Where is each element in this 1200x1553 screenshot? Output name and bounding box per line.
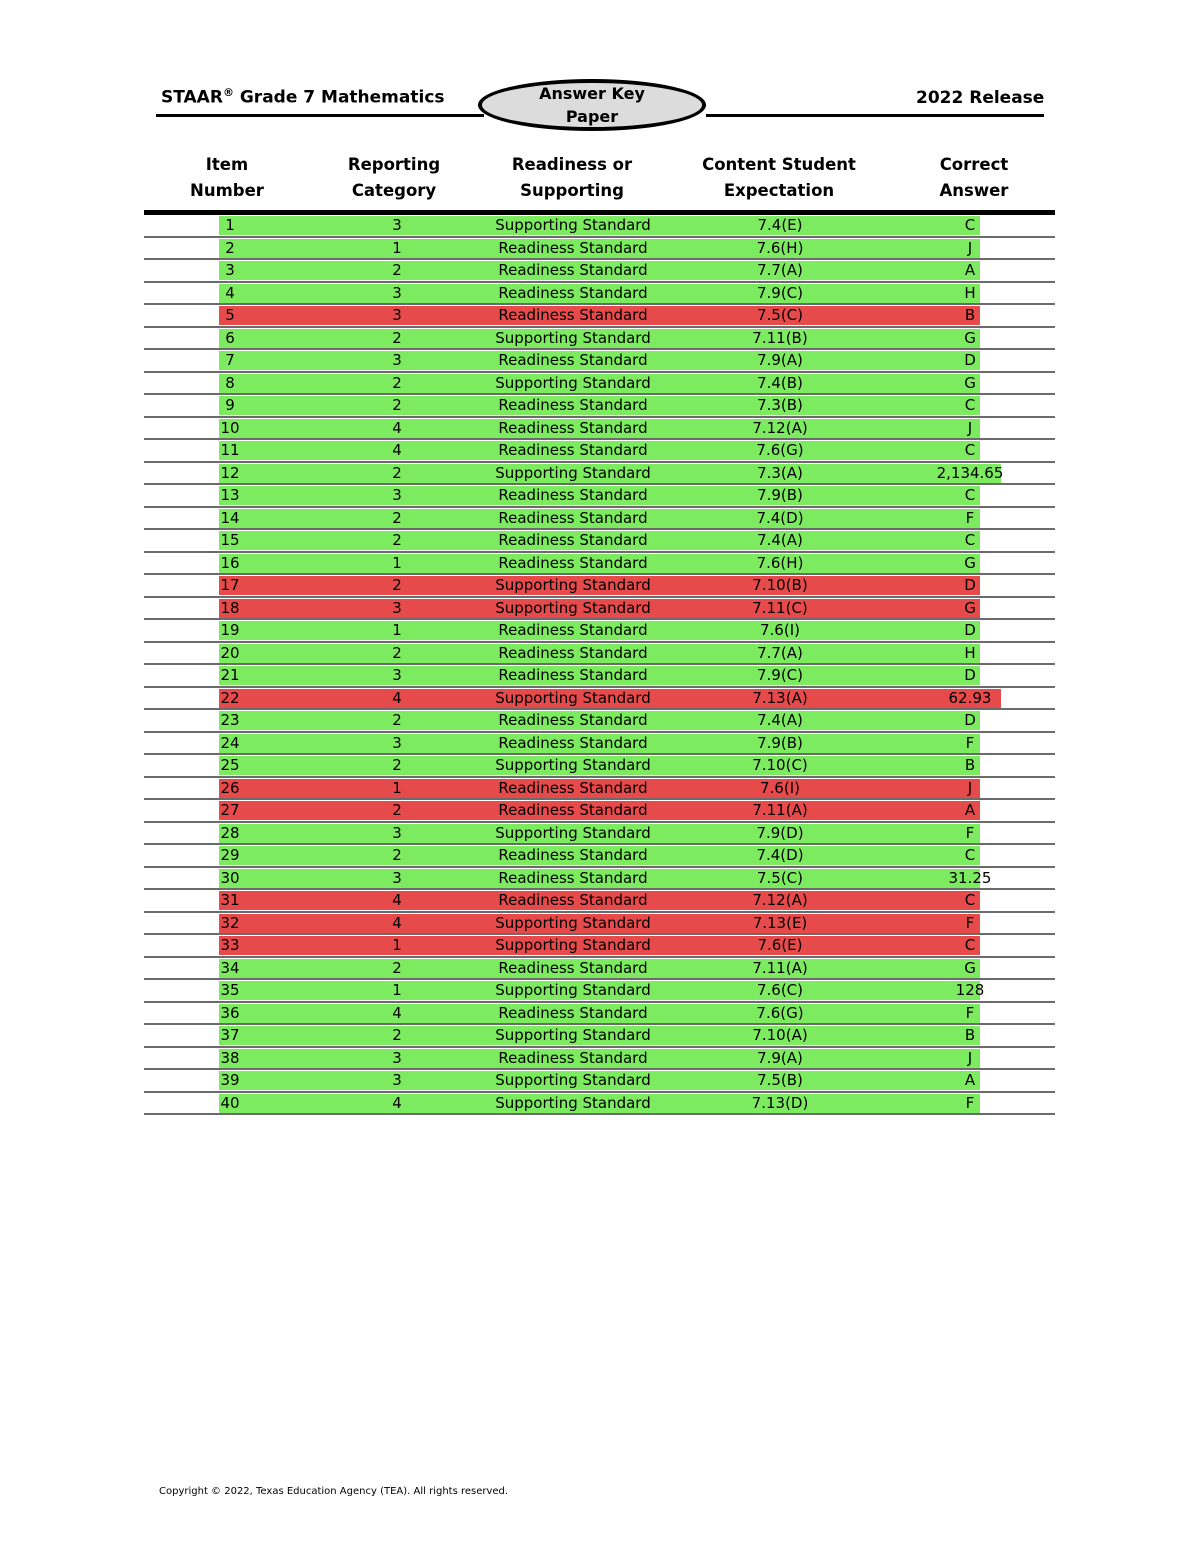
item-number-cell: 39: [220, 1071, 240, 1089]
expectation-cell: 7.6(G): [756, 1003, 804, 1022]
item-number-cell: 9: [225, 396, 235, 414]
correct-answer-cell: D: [964, 576, 976, 594]
item-number-cell: 11: [220, 441, 240, 459]
table-row: [0, 800, 1200, 823]
table-row: [0, 688, 1200, 711]
standard-type-cell: Readiness Standard: [498, 261, 648, 279]
table-row: [0, 868, 1200, 891]
reporting-category-cell: 4: [392, 1003, 402, 1022]
standard-type-cell: Supporting Standard: [495, 598, 651, 617]
standard-type-cell: Readiness Standard: [498, 508, 648, 527]
standard-type-cell: Supporting Standard: [495, 756, 651, 774]
expectation-cell: 7.10(C): [752, 756, 808, 774]
expectation-cell: 7.5(C): [756, 868, 804, 887]
correct-answer-cell: C: [964, 531, 976, 549]
standard-type-cell: Readiness Standard: [498, 306, 648, 324]
item-number-cell: 6: [225, 328, 235, 347]
oval-line-1: Answer Key: [539, 84, 645, 103]
correct-answer-cell: H: [964, 643, 976, 662]
reporting-category-cell: 2: [392, 396, 402, 414]
expectation-cell: 7.12(A): [752, 418, 808, 437]
correct-answer-cell: F: [965, 1003, 975, 1022]
reporting-category-cell: 3: [392, 598, 402, 617]
table-row: [0, 710, 1200, 733]
header-item-line-2: Number: [190, 181, 264, 200]
standard-type-cell: Readiness Standard: [498, 711, 648, 729]
table-row: [0, 328, 1200, 351]
reporting-category-cell: 1: [392, 553, 402, 572]
item-number-cell: 38: [220, 1048, 240, 1067]
item-number-cell: 14: [220, 508, 240, 527]
page-header: [0, 0, 1200, 140]
table-row: [0, 958, 1200, 981]
reporting-category-cell: 3: [392, 1048, 402, 1067]
item-number-cell: 19: [220, 621, 240, 639]
row-divider: [144, 1113, 1055, 1115]
table-row: [0, 283, 1200, 306]
table-row: [0, 373, 1200, 396]
expectation-cell: 7.6(I): [760, 778, 800, 797]
expectation-cell: 7.12(A): [752, 891, 808, 909]
standard-type-cell: Supporting Standard: [495, 576, 651, 594]
correct-answer-cell: F: [965, 913, 975, 932]
table-row: [0, 778, 1200, 801]
correct-answer-cell: 62.93: [948, 688, 992, 707]
item-number-cell: 21: [220, 666, 240, 684]
standard-type-cell: Supporting Standard: [495, 688, 651, 707]
table-row: [0, 620, 1200, 643]
standard-type-cell: Supporting Standard: [495, 216, 651, 234]
reporting-category-cell: 4: [392, 1093, 402, 1112]
item-number-cell: 18: [220, 598, 240, 617]
reporting-category-cell: 2: [392, 958, 402, 977]
expectation-cell: 7.9(C): [756, 283, 804, 302]
reporting-category-cell: 3: [392, 486, 402, 504]
correct-answer-cell: C: [964, 891, 976, 909]
correct-answer-cell: D: [964, 666, 976, 684]
table-row: [0, 418, 1200, 441]
reporting-category-cell: 4: [392, 688, 402, 707]
table-row: [0, 823, 1200, 846]
reporting-category-cell: 1: [392, 238, 402, 257]
expectation-cell: 7.11(C): [752, 598, 808, 617]
correct-answer-cell: A: [964, 801, 976, 819]
standard-type-cell: Readiness Standard: [498, 396, 648, 414]
expectation-cell: 7.4(A): [757, 711, 803, 729]
table-row: [0, 463, 1200, 486]
standard-type-cell: Supporting Standard: [495, 1093, 651, 1112]
header-expectation-line-1: Content Student: [702, 155, 856, 174]
table-row: [0, 1025, 1200, 1048]
correct-answer-cell: A: [964, 261, 976, 279]
expectation-cell: 7.10(A): [752, 1026, 808, 1044]
correct-answer-cell: 128: [955, 981, 985, 999]
header-rule-left: [156, 114, 484, 117]
table-row: [0, 260, 1200, 283]
title-prefix: STAAR: [161, 87, 223, 108]
item-number-cell: 13: [220, 486, 240, 504]
expectation-cell: 7.11(B): [752, 328, 808, 347]
standard-type-cell: Supporting Standard: [495, 373, 651, 392]
answer-key-oval: [478, 79, 706, 131]
header-expectation-line-2: Expectation: [723, 181, 835, 200]
expectation-cell: 7.9(A): [757, 351, 803, 369]
expectation-cell: 7.11(A): [752, 958, 808, 977]
reporting-category-cell: 1: [392, 778, 402, 797]
standard-type-cell: Readiness Standard: [498, 778, 648, 797]
title-suffix: Grade 7 Mathematics: [233, 87, 445, 108]
expectation-cell: 7.7(A): [757, 261, 803, 279]
correct-answer-cell: 31.25: [948, 868, 992, 887]
reporting-category-cell: 4: [392, 441, 402, 459]
standard-type-cell: Supporting Standard: [495, 913, 651, 932]
expectation-cell: 7.13(E): [752, 913, 808, 932]
table-row: [0, 508, 1200, 531]
item-number-cell: 40: [220, 1093, 240, 1112]
table-row: [0, 1048, 1200, 1071]
reporting-category-cell: 1: [392, 981, 402, 999]
header-correct-answer: [874, 152, 1074, 204]
expectation-cell: 7.7(A): [757, 643, 803, 662]
correct-answer-cell: C: [964, 486, 976, 504]
expectation-cell: 7.4(B): [757, 373, 803, 392]
item-number-cell: 25: [220, 756, 240, 774]
standard-type-cell: Readiness Standard: [498, 958, 648, 977]
correct-answer-cell: B: [964, 756, 976, 774]
table-row: [0, 215, 1200, 238]
registered-mark: ®: [222, 86, 234, 99]
standard-type-cell: Supporting Standard: [495, 463, 651, 482]
correct-answer-cell: D: [964, 351, 976, 369]
reporting-category-cell: 3: [392, 733, 402, 752]
reporting-category-cell: 3: [392, 283, 402, 302]
item-number-cell: 22: [220, 688, 240, 707]
item-number-cell: 23: [220, 711, 240, 729]
copyright-notice: Copyright © 2022, Texas Education Agency (TEA). All rights reserved.: [159, 1486, 509, 1497]
item-number-cell: 10: [220, 418, 240, 437]
item-number-cell: 7: [225, 351, 235, 369]
expectation-cell: 7.6(I): [760, 621, 800, 639]
standard-type-cell: Readiness Standard: [498, 486, 648, 504]
item-number-cell: 2: [225, 238, 235, 257]
item-number-cell: 17: [220, 576, 240, 594]
header-readiness-line-2: Supporting: [520, 181, 624, 200]
header-reporting-category: [294, 152, 494, 204]
expectation-cell: 7.4(D): [756, 508, 804, 527]
standard-type-cell: Readiness Standard: [498, 531, 648, 549]
standard-type-cell: Readiness Standard: [498, 801, 648, 819]
table-row: [0, 575, 1200, 598]
expectation-cell: 7.13(A): [752, 688, 808, 707]
table-row: [0, 913, 1200, 936]
reporting-category-cell: 3: [392, 306, 402, 324]
reporting-category-cell: 3: [392, 868, 402, 887]
correct-answer-cell: F: [965, 733, 975, 752]
table-row: [0, 980, 1200, 1003]
reporting-category-cell: 2: [392, 531, 402, 549]
table-row: [0, 665, 1200, 688]
table-row: [0, 598, 1200, 621]
reporting-category-cell: 2: [392, 711, 402, 729]
reporting-category-cell: 2: [392, 756, 402, 774]
item-number-cell: 16: [220, 553, 240, 572]
correct-answer-cell: F: [965, 1093, 975, 1112]
table-row: [0, 755, 1200, 778]
item-number-cell: 33: [220, 936, 240, 954]
correct-answer-cell: G: [964, 373, 976, 392]
expectation-cell: 7.3(A): [757, 463, 803, 482]
standard-type-cell: Supporting Standard: [495, 1026, 651, 1044]
item-number-cell: 35: [220, 981, 240, 999]
item-number-cell: 31: [220, 891, 240, 909]
item-number-cell: 32: [220, 913, 240, 932]
expectation-cell: 7.9(C): [756, 666, 804, 684]
reporting-category-cell: 4: [392, 891, 402, 909]
standard-type-cell: Readiness Standard: [498, 868, 648, 887]
table-row: [0, 305, 1200, 328]
standard-type-cell: Readiness Standard: [498, 846, 648, 864]
table-row: [0, 935, 1200, 958]
item-number-cell: 12: [220, 463, 240, 482]
correct-answer-cell: J: [967, 778, 973, 797]
table-row: [0, 350, 1200, 373]
expectation-cell: 7.4(A): [757, 531, 803, 549]
standard-type-cell: Readiness Standard: [498, 1048, 648, 1067]
standard-type-cell: Supporting Standard: [495, 936, 651, 954]
item-number-cell: 30: [220, 868, 240, 887]
standard-type-cell: Readiness Standard: [498, 621, 648, 639]
reporting-category-cell: 3: [392, 823, 402, 842]
correct-answer-cell: B: [964, 306, 976, 324]
reporting-category-cell: 1: [392, 936, 402, 954]
correct-answer-cell: A: [964, 1071, 976, 1089]
correct-answer-cell: F: [965, 823, 975, 842]
correct-answer-cell: D: [964, 711, 976, 729]
expectation-cell: 7.9(A): [757, 1048, 803, 1067]
item-number-cell: 37: [220, 1026, 240, 1044]
correct-answer-cell: H: [964, 283, 976, 302]
table-row: [0, 733, 1200, 756]
reporting-category-cell: 3: [392, 216, 402, 234]
reporting-category-cell: 3: [392, 666, 402, 684]
item-number-cell: 3: [225, 261, 235, 279]
reporting-category-cell: 2: [392, 328, 402, 347]
expectation-cell: 7.6(G): [756, 441, 804, 459]
reporting-category-cell: 3: [392, 1071, 402, 1089]
item-number-cell: 28: [220, 823, 240, 842]
reporting-category-cell: 2: [392, 1026, 402, 1044]
reporting-category-cell: 2: [392, 576, 402, 594]
correct-answer-cell: J: [967, 238, 973, 257]
reporting-category-cell: 2: [392, 846, 402, 864]
item-number-cell: 24: [220, 733, 240, 752]
header-category-line-2: Category: [351, 181, 437, 200]
item-number-cell: 29: [220, 846, 240, 864]
expectation-cell: 7.9(B): [757, 486, 803, 504]
header-rule-right: [706, 114, 1044, 117]
correct-answer-cell: C: [964, 396, 976, 414]
header-item-line-1: Item: [205, 155, 249, 174]
standard-type-cell: Supporting Standard: [495, 981, 651, 999]
table-row: [0, 440, 1200, 463]
correct-answer-cell: J: [967, 1048, 973, 1067]
table-row: [0, 1003, 1200, 1026]
document-title: [161, 86, 445, 108]
reporting-category-cell: 1: [392, 621, 402, 639]
item-number-cell: 34: [220, 958, 240, 977]
oval-line-2: Paper: [565, 107, 619, 126]
header-answer-line-2: Answer: [939, 181, 1009, 200]
table-row: [0, 553, 1200, 576]
expectation-cell: 7.11(A): [752, 801, 808, 819]
expectation-cell: 7.5(C): [756, 306, 804, 324]
correct-answer-cell: C: [964, 216, 976, 234]
correct-answer-cell: C: [964, 441, 976, 459]
table-row: [0, 643, 1200, 666]
item-number-cell: 36: [220, 1003, 240, 1022]
correct-answer-cell: G: [964, 598, 976, 617]
correct-answer-cell: F: [965, 508, 975, 527]
correct-answer-cell: G: [964, 958, 976, 977]
correct-answer-cell: J: [967, 418, 973, 437]
item-number-cell: 26: [220, 778, 240, 797]
header-category-line-1: Reporting: [347, 155, 441, 174]
header-readiness-line-1: Readiness or: [511, 155, 633, 174]
item-number-cell: 4: [225, 283, 235, 302]
table-row: [0, 395, 1200, 418]
reporting-category-cell: 2: [392, 801, 402, 819]
reporting-category-cell: 2: [392, 463, 402, 482]
reporting-category-cell: 3: [392, 351, 402, 369]
table-row: [0, 845, 1200, 868]
header-readiness-or-supporting: [472, 152, 672, 204]
reporting-category-cell: 4: [392, 913, 402, 932]
correct-answer-cell: G: [964, 553, 976, 572]
item-number-cell: 20: [220, 643, 240, 662]
table-row: [0, 530, 1200, 553]
standard-type-cell: Readiness Standard: [498, 666, 648, 684]
expectation-cell: 7.6(C): [756, 981, 804, 999]
correct-answer-cell: D: [964, 621, 976, 639]
correct-answer-cell: B: [964, 1026, 976, 1044]
item-number-cell: 8: [225, 373, 235, 392]
item-number-cell: 27: [220, 801, 240, 819]
item-number-cell: 1: [225, 216, 235, 234]
standard-type-cell: Supporting Standard: [495, 1071, 651, 1089]
expectation-cell: 7.5(B): [757, 1071, 803, 1089]
reporting-category-cell: 2: [392, 508, 402, 527]
table-row: [0, 1093, 1200, 1116]
reporting-category-cell: 2: [392, 373, 402, 392]
expectation-cell: 7.6(E): [757, 936, 803, 954]
standard-type-cell: Readiness Standard: [498, 1003, 648, 1022]
correct-answer-cell: G: [964, 328, 976, 347]
standard-type-cell: Readiness Standard: [498, 418, 648, 437]
expectation-cell: 7.6(H): [756, 553, 804, 572]
expectation-cell: 7.4(D): [756, 846, 804, 864]
reporting-category-cell: 4: [392, 418, 402, 437]
correct-answer-cell: C: [964, 936, 976, 954]
expectation-cell: 7.6(H): [756, 238, 804, 257]
standard-type-cell: Supporting Standard: [495, 328, 651, 347]
table-row: [0, 890, 1200, 913]
header-content-expectation: [679, 152, 879, 204]
table-row: [0, 1070, 1200, 1093]
standard-type-cell: Readiness Standard: [498, 283, 648, 302]
column-headers: [0, 152, 1200, 210]
release-label: 2022 Release: [916, 88, 1045, 108]
header-answer-line-1: Correct: [939, 155, 1009, 174]
item-number-cell: 5: [225, 306, 235, 324]
standard-type-cell: Readiness Standard: [498, 553, 648, 572]
expectation-cell: 7.10(B): [752, 576, 808, 594]
expectation-cell: 7.13(D): [751, 1093, 809, 1112]
reporting-category-cell: 2: [392, 643, 402, 662]
standard-type-cell: Readiness Standard: [498, 238, 648, 257]
correct-answer-cell: 2,134.65: [936, 463, 1004, 482]
standard-type-cell: Readiness Standard: [498, 643, 648, 662]
expectation-cell: 7.4(E): [757, 216, 803, 234]
expectation-cell: 7.3(B): [757, 396, 803, 414]
table-row: [0, 485, 1200, 508]
expectation-cell: 7.9(B): [757, 733, 803, 752]
correct-answer-cell: C: [964, 846, 976, 864]
standard-type-cell: Readiness Standard: [498, 441, 648, 459]
standard-type-cell: Readiness Standard: [498, 351, 648, 369]
standard-type-cell: Supporting Standard: [495, 823, 651, 842]
standard-type-cell: Readiness Standard: [498, 733, 648, 752]
item-number-cell: 15: [220, 531, 240, 549]
reporting-category-cell: 2: [392, 261, 402, 279]
standard-type-cell: Readiness Standard: [498, 891, 648, 909]
table-row: [0, 238, 1200, 261]
expectation-cell: 7.9(D): [756, 823, 804, 842]
